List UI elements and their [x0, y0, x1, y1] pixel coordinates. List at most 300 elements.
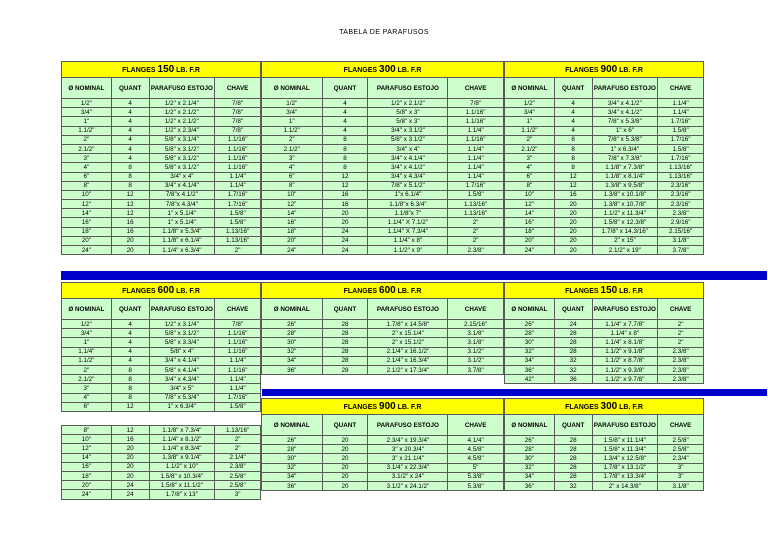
table-cell: 12" [505, 200, 555, 209]
table-cell: 2" x 15" [592, 236, 658, 245]
table-cell: 4.5/8" [448, 445, 504, 454]
column-header: PARAFUSO ESTOJO [592, 415, 658, 436]
table-cell: 8" [505, 181, 555, 190]
table-cell: 1.1/4" X 7.1/2" [368, 218, 448, 227]
table-row [262, 463, 504, 472]
table-cell: 1.1/4" x 7.7/8" [592, 320, 658, 329]
table-cell: 5/8" x 3.1/4" [149, 135, 215, 144]
table-cell: 3" [505, 154, 555, 163]
column-header: Ø NOMINAL [62, 299, 112, 320]
table-cell: 1.1/16" [215, 365, 261, 374]
table-cell: 2.15/16" [448, 320, 504, 329]
table-cell: 1.1/4" [448, 163, 504, 172]
table-row [62, 246, 261, 255]
table-cell: 7/8" [215, 99, 261, 108]
table-row [62, 99, 261, 108]
table-cell: 24" [62, 246, 112, 255]
table-row [262, 365, 504, 374]
table-cell: 18" [262, 227, 323, 236]
table-cell: 2" [448, 227, 504, 236]
table-row [62, 471, 261, 480]
table-cell: 1.1/2" x 8.7/8" [592, 356, 658, 365]
table-cell: 16 [322, 190, 368, 199]
table-cell: 32 [554, 356, 592, 365]
table-cell: 12 [111, 190, 149, 199]
table-cell: 10" [62, 190, 112, 199]
table-cell: 5/8" x 3" [368, 108, 448, 117]
flange-table-900-lower [261, 398, 504, 491]
table-cell: 7/8" [215, 126, 261, 135]
table-cell: 5/8" x 3.1/2" [149, 329, 215, 338]
table-cell: 26" [262, 436, 323, 445]
blue-divider-band [61, 271, 767, 280]
table-cell: 8 [111, 181, 149, 190]
flange-table-150-upper [61, 61, 261, 255]
table-row [62, 384, 261, 393]
table-cell: 36" [505, 481, 555, 490]
table-row [505, 163, 704, 172]
table-cell: 26" [505, 320, 555, 329]
table-row [505, 445, 704, 454]
column-header: Ø NOMINAL [62, 78, 112, 99]
table-cell: 5.3/8" [448, 481, 504, 490]
title-class-number: 150 [600, 284, 618, 296]
table-row [505, 126, 704, 135]
table-cell: 2.3/8" [658, 375, 704, 384]
table-cell: 1.13/16" [215, 426, 261, 435]
table-cell: 28 [322, 356, 368, 365]
table-row [62, 453, 261, 462]
table-cell: 28" [262, 329, 323, 338]
table-row [62, 365, 261, 374]
table-cell: 4 [322, 126, 368, 135]
title-class-number: 600 [379, 284, 396, 296]
table-cell: 1.1/2" [262, 126, 323, 135]
table-cell: 1.7/8" x 13.1/2" [592, 463, 658, 472]
table-cell: 1.1/4" x 6.3/4" [149, 246, 215, 255]
table-cell: 1.3/8" x 9.5/8" [592, 181, 658, 190]
table-cell: 3/4" [62, 108, 112, 117]
table-cell: 2.5/8" [658, 436, 704, 445]
table-cell: 2.5/8" [215, 481, 261, 490]
table-cell: 1.1/4" x 8" [592, 329, 658, 338]
table-cell: 14" [505, 209, 555, 218]
table-row [262, 445, 504, 454]
table-cell: 8 [111, 384, 149, 393]
table-row [62, 108, 261, 117]
table-cell: 18" [62, 227, 112, 236]
table-cell: 6" [62, 402, 112, 411]
table-cell: 12 [554, 181, 592, 190]
table-cell: 2.3/8" [658, 356, 704, 365]
table-cell: 3" [658, 472, 704, 481]
table-row [62, 236, 261, 245]
table-cell: 2.5/8" [658, 445, 704, 454]
column-header: CHAVE [658, 415, 704, 436]
table-cell: 1.1/4" [215, 375, 261, 384]
table-cell: 4 [111, 320, 149, 329]
table-cell: 1.13/16" [215, 227, 261, 236]
table-row [62, 209, 261, 218]
table-cell: 1" [262, 117, 323, 126]
table-cell: 7/8" [215, 320, 261, 329]
table-cell: 1.1/4" [448, 144, 504, 153]
table-cell: 34" [505, 356, 555, 365]
table-cell: 3" x 20.3/4" [368, 445, 448, 454]
table-cell: 2.1/4" [215, 453, 261, 462]
table-cell: 32 [554, 365, 592, 374]
table-cell: 1.1/4" [448, 154, 504, 163]
title-suffix: LB. F.R [395, 403, 422, 411]
table-cell: 1.5/8" x 11.3/4" [592, 445, 658, 454]
table-row [505, 356, 704, 365]
table-row [62, 227, 261, 236]
table-cell: 3.1/8" [448, 329, 504, 338]
table-cell: 32" [262, 463, 323, 472]
table-cell: 8 [322, 163, 368, 172]
table-cell: 1/2" x 2.1/4" [149, 99, 215, 108]
table-cell: 20 [322, 454, 368, 463]
table-cell: 2.3/8" [658, 347, 704, 356]
table-cell: 20 [322, 445, 368, 454]
table-row [505, 108, 704, 117]
table-cell: 1/2" x 2.1/2" [149, 117, 215, 126]
table-cell: 30" [262, 338, 323, 347]
table-cell: 16 [111, 435, 149, 444]
table-cell: 1.1/16" [215, 144, 261, 153]
table-cell: 3/4" x 5" [149, 384, 215, 393]
title-prefix: FLANGES [565, 403, 601, 411]
table-cell: 1" [62, 338, 112, 347]
table-cell: 8 [111, 375, 149, 384]
table-cell: 36" [262, 481, 323, 490]
column-header: CHAVE [448, 299, 504, 320]
column-header: Ø NOMINAL [505, 299, 555, 320]
table-cell: 7/8" x 5.3/8" [592, 135, 658, 144]
table-cell: 1.5/8" [658, 126, 704, 135]
table-row [62, 144, 261, 153]
table-cell: 24 [554, 320, 592, 329]
table-cell: 4.1/4" [448, 436, 504, 445]
flange-table-300-upper [261, 61, 504, 255]
table-cell: 4 [322, 99, 368, 108]
table-cell: 24 [322, 227, 368, 236]
blue-divider-band-lower [262, 389, 767, 396]
table-cell: 28 [554, 463, 592, 472]
table-cell: 1.1/16" [448, 135, 504, 144]
table-cell: 1.1/8" x 6.1/4" [149, 236, 215, 245]
table-cell: 1.1/2" x 9.1/8" [592, 347, 658, 356]
table-cell: 3/4" [505, 108, 555, 117]
column-header: QUANT [322, 299, 368, 320]
table-row [262, 163, 504, 172]
table-row [262, 135, 504, 144]
table-cell: 2.1/4" x 16.1/2" [368, 347, 448, 356]
table-cell: 4" [262, 163, 323, 172]
table-row [262, 200, 504, 209]
table-cell: 1" x 5.1/4" [149, 209, 215, 218]
table-cell: 1.1/2" x 11.3/4" [592, 209, 658, 218]
table-cell: 4 [111, 108, 149, 117]
table-cell: 3" x 21.1/4" [368, 454, 448, 463]
table-cell: 2.15/16" [658, 227, 704, 236]
title-class-number: 900 [600, 63, 618, 75]
title-suffix: LB. F.R [174, 66, 200, 74]
table-cell: 20 [322, 209, 368, 218]
table-row [505, 200, 704, 209]
column-header: PARAFUSO ESTOJO [149, 78, 215, 99]
table-cell: 3/4" x 4.1/2" [592, 99, 658, 108]
table-cell: 1.13/16" [658, 163, 704, 172]
table-row [62, 444, 261, 453]
table-cell: 2" [448, 218, 504, 227]
table-cell: 1.7/8" x 13.3/4" [592, 472, 658, 481]
table-cell: 1.7/8" x 14.5/8" [368, 320, 448, 329]
column-header: CHAVE [215, 299, 261, 320]
table-cell: 8 [554, 154, 592, 163]
table-cell: 1/2" x 2.3/4" [149, 126, 215, 135]
table-cell: 12 [111, 209, 149, 218]
table-row [505, 338, 704, 347]
table-cell: 1.7/16" [215, 393, 261, 402]
table-cell: 2.1/2" [262, 144, 323, 153]
table-cell: 32 [554, 481, 592, 490]
table-row [62, 347, 261, 356]
table-cell: 1.1/2" x 9.3/8" [592, 365, 658, 374]
table-row [62, 154, 261, 163]
table-row [62, 402, 261, 411]
table-cell: 2.9/16" [658, 218, 704, 227]
table-cell: 3.1/2" [448, 347, 504, 356]
table-cell: 1.1/4" [658, 99, 704, 108]
table-cell: 4 [111, 117, 149, 126]
table-cell: 2.3/8" [215, 462, 261, 471]
table-cell: 1.1/16" [215, 338, 261, 347]
table-row [262, 117, 504, 126]
table-cell: 1.13/16" [215, 236, 261, 245]
table-cell: 1.5/8" x 11.1/2" [149, 481, 215, 490]
table-cell: 1.1/16" [215, 329, 261, 338]
table-cell: 1.7/8" x 14.3/16" [592, 227, 658, 236]
table-cell: 1/2" [505, 99, 555, 108]
table-cell: 5/8" x 3" [368, 117, 448, 126]
table-cell: 7/8" x 5.3/8" [592, 117, 658, 126]
table-cell: 2.1/2" [62, 375, 112, 384]
table-cell: 5.3/8" [448, 472, 504, 481]
table-cell: 2" [505, 135, 555, 144]
title-prefix: FLANGES [122, 66, 158, 74]
table-row [262, 436, 504, 445]
table-cell: 5/8" x 3.1/2" [149, 163, 215, 172]
table-cell: 1"x 6.1/4" [368, 190, 448, 199]
table-cell: 16 [322, 200, 368, 209]
table-cell: 1.1/4" X 7.3/4" [368, 227, 448, 236]
table-cell: 1.1/16" [215, 347, 261, 356]
table-title [262, 283, 504, 299]
table-cell: 4.5/8" [448, 454, 504, 463]
table-cell: 6" [505, 172, 555, 181]
table-row [262, 481, 504, 490]
table-cell: 7/8" [448, 99, 504, 108]
table-cell: 1.1/16" [215, 163, 261, 172]
table-cell: 30" [505, 338, 555, 347]
table-row [505, 320, 704, 329]
table-cell: 4 [111, 329, 149, 338]
table-cell: 1.1/2" [505, 126, 555, 135]
table-cell: 10" [262, 190, 323, 199]
table-cell: 28 [322, 320, 368, 329]
table-cell: 2" [658, 329, 704, 338]
table-cell: 2" [658, 320, 704, 329]
table-cell: 3/4" x 4.3/4" [368, 172, 448, 181]
table-cell: 16" [262, 218, 323, 227]
table-cell: 7/8" x 5.1/2" [368, 181, 448, 190]
table-row [505, 365, 704, 374]
table-cell: 1/2" x 2.1/2" [368, 99, 448, 108]
flange-table-300-lower [504, 398, 704, 491]
table-cell: 1.1/8"x 7" [368, 209, 448, 218]
table-cell: 3/4" [62, 329, 112, 338]
table-cell: 36" [262, 365, 323, 374]
table-cell: 12" [262, 200, 323, 209]
table-row [262, 454, 504, 463]
table-cell: 8" [62, 181, 112, 190]
table-cell: 28 [554, 338, 592, 347]
table-cell: 1.1/8" x 7.3/4" [149, 426, 215, 435]
table-cell: 2.1/2" [62, 144, 112, 153]
table-row [505, 144, 704, 153]
table-cell: 1/2" x 2.1/2" [149, 108, 215, 117]
table-cell: 2.1/2" [505, 144, 555, 153]
table-cell: 20 [554, 246, 592, 255]
table-cell: 3/4" x 4.3/4" [149, 375, 215, 384]
title-class-number: 300 [600, 400, 618, 412]
table-cell: 2.1/4" x 16.3/4" [368, 356, 448, 365]
table-cell: 1.13/16" [448, 200, 504, 209]
table-cell: 1" [505, 117, 555, 126]
table-cell: 1.1/2" x 9" [368, 246, 448, 255]
column-header: PARAFUSO ESTOJO [368, 415, 448, 436]
table-cell: 14" [62, 453, 112, 462]
table-cell: 24 [111, 481, 149, 490]
table-row [262, 329, 504, 338]
table-cell: 7/8"x 4.3/4" [149, 200, 215, 209]
table-cell: 3.1/8" [658, 236, 704, 245]
table-cell: 3/4" x 4.1/2" [368, 163, 448, 172]
table-cell: 1.1/8" x 7.3/8" [592, 163, 658, 172]
flange-table-600-continued [61, 425, 261, 500]
table-cell: 12 [111, 402, 149, 411]
table-cell: 4" [505, 163, 555, 172]
table-cell: 24" [262, 246, 323, 255]
title-class-number: 900 [379, 400, 396, 412]
table-cell: 3" [62, 384, 112, 393]
table-cell: 6" [262, 172, 323, 181]
title-suffix: LB. F.R [395, 287, 422, 295]
flange-table-150-lower-right [504, 282, 704, 384]
table-row [262, 126, 504, 135]
title-class-number: 600 [157, 284, 175, 296]
table-cell: 1/2" [62, 99, 112, 108]
table-cell: 2" [262, 135, 323, 144]
table-cell: 2" [215, 444, 261, 453]
table-cell: 24 [322, 236, 368, 245]
table-row [505, 218, 704, 227]
table-cell: 4 [322, 117, 368, 126]
table-cell: 12 [322, 172, 368, 181]
table-cell: 34" [262, 472, 323, 481]
table-cell: 28 [554, 472, 592, 481]
table-cell: 8 [322, 144, 368, 153]
table-row [62, 200, 261, 209]
table-cell: 28 [322, 338, 368, 347]
table-cell: 20 [322, 481, 368, 490]
table-cell: 16 [554, 190, 592, 199]
table-cell: 1/2" [62, 320, 112, 329]
table-row [505, 481, 704, 490]
table-cell: 2.3/4" [658, 454, 704, 463]
table-cell: 3" [62, 154, 112, 163]
table-cell: 1.1/4" x 8" [368, 236, 448, 245]
table-row [262, 181, 504, 190]
column-header: CHAVE [215, 78, 261, 99]
table-cell: 4 [554, 108, 592, 117]
table-title [262, 399, 504, 415]
table-cell: 4 [554, 99, 592, 108]
table-cell: 32" [505, 347, 555, 356]
table-cell: 2" x 15.1/4" [368, 329, 448, 338]
flange-table-600-lower-mid [261, 282, 504, 375]
table-cell: 36 [554, 375, 592, 384]
table-cell: 20 [111, 462, 149, 471]
table-cell: 16" [62, 462, 112, 471]
table-cell: 20 [554, 236, 592, 245]
table-cell: 1.1/4" x 8.1/2" [149, 435, 215, 444]
table-cell: 1.1/16" [215, 135, 261, 144]
table-cell: 1.3/4" x 12.5/8" [592, 454, 658, 463]
table-cell: 1.13/16" [448, 209, 504, 218]
table-cell: 16" [505, 218, 555, 227]
table-cell: 12 [322, 181, 368, 190]
table-cell: 16" [62, 218, 112, 227]
table-cell: 1.7/16" [215, 190, 261, 199]
table-cell: 1.3/8" x 10.7/8" [592, 200, 658, 209]
table-row [505, 154, 704, 163]
table-cell: 1.1/8" x 5.3/4" [149, 227, 215, 236]
table-row [505, 454, 704, 463]
table-cell: 3/4" x 4.1/4" [368, 154, 448, 163]
table-cell: 3" [262, 154, 323, 163]
table-cell: 20 [322, 218, 368, 227]
table-cell: 32" [262, 347, 323, 356]
table-cell: 12" [62, 444, 112, 453]
table-cell: 7/8"x 4.1/2" [149, 190, 215, 199]
table-cell: 28 [554, 445, 592, 454]
table-cell: 2.3/8" [448, 246, 504, 255]
table-cell: 18" [505, 227, 555, 236]
table-row [262, 338, 504, 347]
table-cell: 36" [505, 365, 555, 374]
table-cell: 2" [215, 246, 261, 255]
table-cell: 1.1/4" x 8.3/4" [149, 444, 215, 453]
table-cell: 20" [262, 236, 323, 245]
table-cell: 1.1/16" [448, 108, 504, 117]
table-title [62, 62, 261, 78]
table-cell: 1.5/8" [215, 209, 261, 218]
table-cell: 10" [62, 435, 112, 444]
table-cell: 2" [448, 236, 504, 245]
table-cell: 1.7/16" [658, 135, 704, 144]
